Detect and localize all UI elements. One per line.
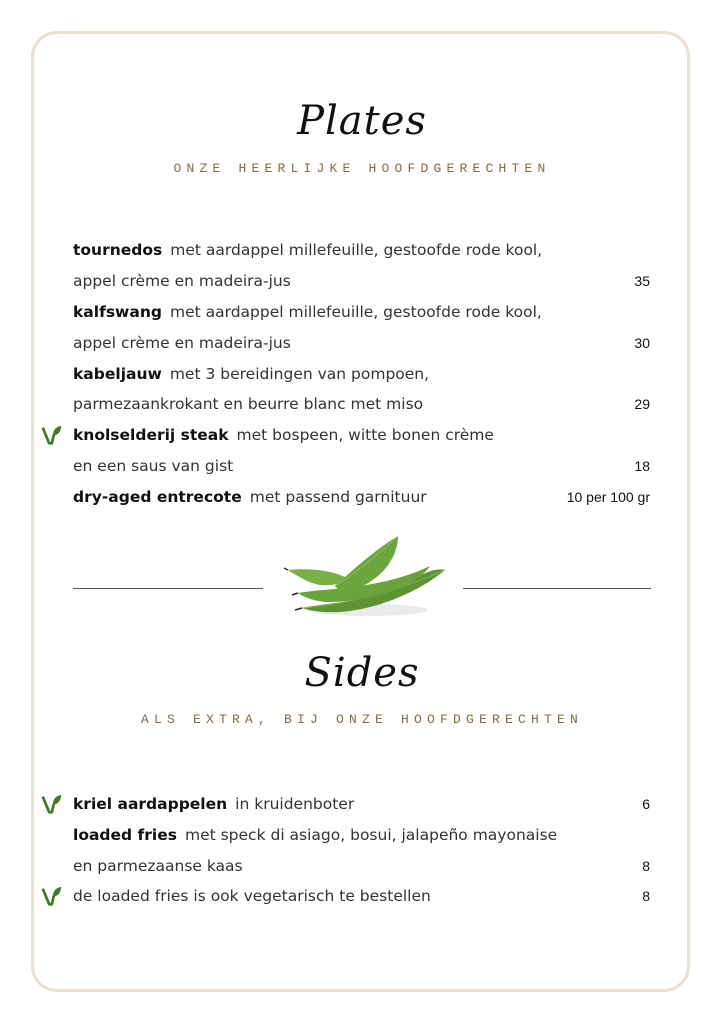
- menu-item-loaded-fries-line2: [73, 854, 650, 878]
- item-price: 10 per 100 gr: [566, 489, 650, 505]
- menu-item-loaded-fries: [73, 823, 650, 847]
- item-name: tournedos: [73, 241, 163, 259]
- item-name: dry-aged entrecote: [73, 488, 242, 506]
- item-price: 29: [634, 396, 650, 412]
- item-name: knolselderij steak: [73, 426, 229, 444]
- divider-line-right: [463, 588, 651, 589]
- menu-item-kabeljauw: [73, 362, 650, 386]
- section-subtitle-sides: ALS EXTRA, BIJ ONZE HOOFDGERECHTEN: [140, 712, 584, 727]
- menu-item-loaded-fries-vegetarian: [73, 884, 650, 908]
- menu-item-knolselderij-steak: [73, 423, 650, 447]
- item-description: appel crème en madeira-jus: [73, 334, 291, 352]
- item-name: kriel aardappelen: [73, 795, 228, 813]
- menu-item-knolselderij-steak-line2: [73, 454, 650, 478]
- menu-item-kriel-aardappelen: [73, 792, 650, 816]
- divider-line-left: [73, 588, 263, 589]
- menu-item-kabeljauw-line2: [73, 392, 650, 416]
- bay-leaves-icon: [280, 528, 455, 620]
- item-description: met speck di asiago, bosui, jalapeño mayonaise: [184, 826, 558, 844]
- item-price: 35: [634, 273, 650, 289]
- item-name: kabeljauw: [73, 365, 162, 383]
- section-title-sides: Sides: [304, 650, 420, 696]
- menu-item-dry-aged-entrecote: [73, 485, 650, 509]
- item-description: met 3 bereidingen van pompoen,: [169, 365, 430, 383]
- item-description: in kruidenboter: [235, 795, 355, 813]
- section-subtitle-plates: ONZE HEERLIJKE HOOFDGERECHTEN: [173, 161, 551, 176]
- item-description: met bospeen, witte bonen crème: [236, 426, 494, 444]
- item-description: en parmezaanse kaas: [73, 857, 243, 875]
- item-name: kalfswang: [73, 303, 162, 321]
- menu-item-kalfswang: [73, 300, 650, 324]
- vegetarian-icon: [40, 424, 62, 446]
- item-description: en een saus van gist: [73, 457, 234, 475]
- item-price: 8: [642, 858, 650, 874]
- menu-item-kalfswang-line2: [73, 331, 650, 355]
- item-description: appel crème en madeira-jus: [73, 272, 291, 290]
- menu-item-tournedos-line2: [73, 269, 650, 293]
- item-name: loaded fries: [73, 826, 177, 844]
- vegetarian-icon: [40, 793, 62, 815]
- section-title-plates: Plates: [297, 98, 427, 144]
- item-description: met aardappel millefeuille, gestoofde rode kool,: [169, 303, 542, 321]
- item-description: met passend garnituur: [249, 488, 427, 506]
- item-price: 30: [634, 335, 650, 351]
- item-price: 18: [634, 458, 650, 474]
- item-price: 6: [642, 796, 650, 812]
- item-description: de loaded fries is ook vegetarisch te bestellen: [73, 887, 431, 905]
- item-price: 8: [642, 888, 650, 904]
- menu-item-tournedos: [73, 238, 650, 262]
- item-description: parmezaankrokant en beurre blanc met miso: [73, 395, 424, 413]
- vegetarian-icon: [40, 885, 62, 907]
- item-description: met aardappel millefeuille, gestoofde rode kool,: [170, 241, 543, 259]
